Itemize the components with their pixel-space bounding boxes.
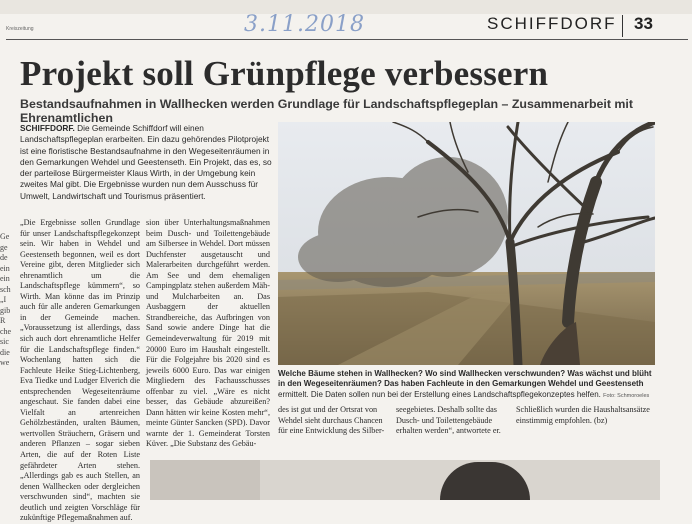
section-title: SCHIFFDORF	[487, 14, 617, 33]
caption-places: Wehdel und Geestenseth	[548, 379, 644, 389]
caption-text: ermittelt. Die Daten sollen nun bei der Erstellung eines Landschaftspflegekonzeptes helfen.	[278, 389, 601, 399]
neighbor-column-fragment: Ge ge de ein ein sch „I gib R che sic die we	[0, 232, 12, 367]
next-article-photo-left	[150, 460, 260, 500]
caption-question: Welche Bäume stehen in Wallhecken? Wo sind Wallhecken verschwunden? Was wächst und blüht in den Wegeseitenräumen? Das haben Fachleute in den Gemarkungen	[278, 369, 652, 389]
subheadline: Bestandsaufnahmen in Wallhecken werden Grundlage für Landschaftspflegeplan – Zusammenarbeit mit Ehrenamtlichen	[20, 97, 634, 125]
photo-credit: Foto: Schmoroeles	[603, 392, 650, 399]
bottom-column-1: des ist gut und der Ortsrat von Wehdel sieht durchaus Chancen für eine Entwicklung des Silber-	[278, 405, 385, 435]
article-column-2: sion über Unterhaltungsmaßnahmen beim Dusch- und Toilettengebäude am Silbersee in Wehdel. Dort müssen Duchfenster ausgetauscht und Malerarbeiten durchgeführt werden. Am See und dem ehemaligen Campingplatz stehen außerdem Mäh- und Mulcharbeiten an. Das Ausbaggern der aktuellen Strandbereiche, das Aufbringen von Sand sowie andere Dinge hat die Gemeindeverwaltung für 2019 mit 20000 Euro im Haushalt eingestellt. Für die Folgejahre bis 2020 sind es jeweils 6000 Euro. Das war einigen Mitgliedern des Fachausschusses offenbar zu viel. „Wäre es nicht besser, das Gebäude abzureißen? Dann hätten wir keine Kosten mehr“, meinte Günter Sancken (SPD). Davor warnte der 1. Gemeinderat Torsten Küver. „Die Substanz des Gebäu-	[146, 218, 270, 449]
article-column-1: „Die Ergebnisse sollen Grundlage für unser Landschaftspflegekonzept sein. Wir haben in Wehdel und Geestenseth begonnen, weil es dort Vereine gibt, deren Mitglieder sich ehrenamtlich um die Landschaftspflege kümmern“, so Wirth. Man könne das im Prinzip auch für alle anderen Gemarkungen in der Gemeinde machen. „Voraussetzung ist allerdings, dass sich auch dort ehrenamtliche Helfer für die Landschaftspflege finden.“ Wochenlang hatten sich die Fachleute Heike Stieg-Lichtenberg, Eva Tiedke und Ludger Elverich die entsprechenden Wegeseitenräume angeschaut. Sie fanden dabei eine Vielfalt an artenreichen Gehölzbeständen, uralten Bäumen, wertvollen Sträuchern, Gräsern und anderen Pflanzen – sogar sieben Arten, die auf der Roten Liste gefährdeter Arten stehen. „Allerdings gab es auch Stellen, an denen Wallhecken oder dergleichen verschwunden sind“, machten sie deutlich und zeigten Vorschläge für zukünftige Pflegemaßnahmen auf.	[20, 218, 140, 523]
photo-caption	[278, 369, 655, 401]
lead-paragraph	[20, 123, 273, 202]
masthead-rule	[6, 39, 688, 40]
lead-text: Die Gemeinde Schiffdorf will einen Landschaftspflegeplan erarbeiten. Ein dazu gehörendes Pilotprojekt ist eine floristische Bestandsaufnahme in den Wegeseitenräumen in den Gemarkungen Wehdel und Geestenseth. Ein Projekt, das es, so der parteilose Bürgermeister Klaus Wirth, in der Umgebung kein zweites Mal gibt. Die Ergebnisse wurden nun dem Ausschuss für Umwelt, Landwirtschaft und Tourismus präsentiert.	[20, 123, 272, 201]
bottom-column-2: seegebietes. Deshalb sollte das Dusch- und Toilettengebäude erhalten werden“, antwortete er.	[396, 405, 501, 435]
page-number: 33	[634, 14, 653, 33]
newspaper-label: Kreiszeitung	[6, 26, 34, 32]
hedgerow-trees-photo	[278, 122, 655, 365]
article-photo	[278, 122, 655, 365]
dateline: SCHIFFDORF.	[20, 123, 75, 133]
handwritten-date: 3.11.2018	[244, 12, 365, 37]
masthead-separator	[622, 15, 623, 37]
bottom-column-3: Schließlich wurden die Haushaltsansätze einstimmig empfohlen. (bz)	[516, 405, 650, 425]
headline: Projekt soll Grünpflege verbessern	[20, 54, 549, 93]
